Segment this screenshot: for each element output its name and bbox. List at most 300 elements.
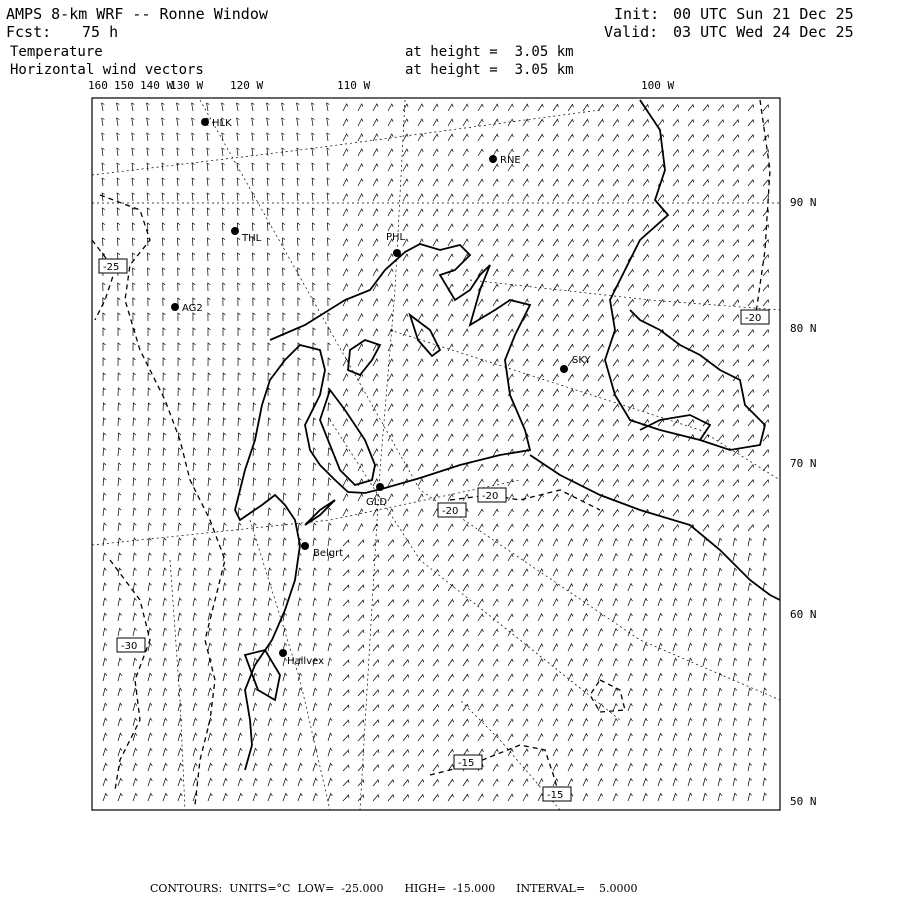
wind-vector (133, 583, 137, 591)
wind-vector (433, 254, 438, 261)
wind-vector (583, 119, 589, 126)
wind-vector (748, 210, 754, 216)
wind-vector (703, 450, 709, 456)
wind-vector (193, 598, 197, 606)
wind-vector (433, 149, 438, 156)
station-sky[interactable] (560, 355, 592, 373)
wind-vector (268, 463, 271, 471)
wind-vector (538, 239, 543, 246)
wind-vector (568, 779, 573, 786)
wind-vector (178, 478, 181, 486)
wind-vector (598, 719, 603, 726)
wind-vector (733, 270, 739, 276)
wind-vector (418, 224, 423, 231)
wind-vector (523, 734, 528, 741)
wind-vector (463, 134, 468, 141)
wind-vector (358, 164, 363, 171)
wind-vector (478, 779, 483, 786)
wind-vector (748, 553, 752, 561)
wind-vector (268, 598, 272, 606)
station-ag2[interactable] (171, 303, 203, 314)
wind-vector (343, 194, 348, 201)
wind-vector (328, 778, 332, 786)
wind-vector (628, 240, 634, 247)
wind-vector (523, 209, 528, 216)
wind-vector (763, 553, 767, 561)
wind-vector (763, 673, 767, 681)
wind-vector (658, 673, 662, 681)
wind-vector (253, 253, 256, 261)
wind-vector (478, 449, 483, 456)
wind-vector (312, 178, 315, 186)
station-gld[interactable] (366, 483, 387, 508)
wind-vector (118, 778, 122, 786)
wind-vector (568, 524, 574, 531)
wind-vector (433, 585, 439, 592)
wind-vector (493, 179, 498, 186)
wind-vector (673, 270, 679, 276)
wind-vector (763, 763, 767, 771)
wind-vector (748, 165, 754, 171)
wind-vector (237, 133, 240, 141)
wind-vector (163, 373, 166, 381)
wind-vector (373, 329, 378, 336)
wind-vector (643, 480, 649, 487)
wind-vector (553, 254, 559, 261)
wind-vector (313, 478, 316, 486)
wind-vector (133, 433, 136, 441)
wind-vector (553, 719, 558, 726)
wind-vector (298, 403, 301, 411)
wind-vector (478, 614, 483, 621)
wind-vector (583, 704, 588, 711)
wind-vector (628, 270, 634, 277)
wind-vector (658, 105, 664, 111)
wind-vector (223, 358, 226, 366)
wind-vector (343, 374, 348, 381)
wind-vector (418, 479, 423, 486)
wind-vector (238, 658, 242, 666)
wind-vector (343, 675, 349, 681)
wind-vector (358, 359, 363, 366)
wind-vector (628, 794, 633, 802)
wind-vector (268, 418, 271, 426)
wind-vector (463, 434, 468, 441)
wind-vector (283, 508, 286, 516)
wind-vector (463, 419, 468, 426)
station-hallvex[interactable] (279, 649, 324, 667)
wind-vector (508, 689, 513, 696)
wind-vector (403, 705, 409, 711)
wind-vector (133, 493, 136, 501)
wind-vector (598, 134, 604, 141)
wind-vector (223, 733, 227, 741)
wind-vector (433, 540, 439, 547)
wind-vector (763, 405, 769, 411)
wind-vector (688, 360, 694, 366)
wind-vector (658, 285, 664, 291)
wind-vector (328, 613, 332, 621)
wind-vector (508, 359, 513, 366)
wind-vector (252, 208, 255, 216)
wind-vector (643, 495, 649, 502)
wind-vector (283, 388, 286, 396)
wind-vector (313, 583, 317, 591)
wind-vector (493, 314, 498, 321)
wind-vector (598, 419, 604, 426)
wind-vector (568, 329, 574, 336)
wind-vector (583, 674, 588, 681)
wind-vector (208, 553, 211, 561)
wind-vector (538, 734, 543, 741)
wind-vector (763, 390, 769, 396)
wind-vector (148, 328, 150, 336)
wind-vector (553, 764, 558, 771)
wind-vector (313, 253, 316, 261)
wind-vector (163, 463, 166, 471)
wind-vector (478, 134, 483, 141)
wind-vector (223, 703, 227, 711)
wind-vector (643, 525, 649, 532)
wind-vector (613, 510, 619, 517)
wind-vector (343, 555, 349, 561)
wind-vector (388, 389, 393, 396)
wind-vector (508, 764, 513, 771)
wind-vector (718, 270, 724, 276)
wind-vector (313, 433, 316, 441)
wind-vector (613, 405, 619, 412)
wind-vector (688, 778, 692, 786)
wind-vector (268, 508, 271, 516)
wind-vector (328, 673, 332, 681)
wind-vector (448, 254, 453, 261)
wind-vector (553, 164, 559, 171)
wind-vector (268, 794, 272, 802)
wind-vector (523, 374, 528, 381)
station-belgrt[interactable] (301, 542, 343, 559)
wind-vector (748, 643, 752, 651)
wind-vector (523, 359, 528, 366)
wind-vector (222, 163, 225, 171)
wind-vector (433, 735, 439, 742)
wind-vector (133, 388, 136, 396)
wind-vector (403, 509, 408, 516)
wind-vector (192, 193, 195, 201)
wind-vector (312, 118, 315, 126)
wind-vector (568, 299, 574, 306)
station-thl[interactable] (231, 227, 262, 244)
wind-vector (238, 373, 241, 381)
wind-vector (358, 735, 364, 741)
wind-vector (343, 765, 349, 771)
wind-vector (463, 329, 468, 336)
wind-vector (298, 283, 301, 291)
wind-vector (403, 269, 408, 276)
wind-vector (373, 419, 378, 426)
wind-vector (388, 434, 393, 441)
wind-vector (748, 360, 754, 366)
wind-vector (358, 645, 364, 651)
wind-vector (237, 178, 240, 186)
wind-vector (568, 749, 573, 756)
wind-vector (178, 388, 181, 396)
wind-vector (418, 104, 423, 111)
wind-vector (133, 313, 135, 321)
wind-vector (178, 343, 181, 351)
wind-vector (448, 524, 453, 531)
wind-vector (508, 104, 513, 111)
wind-vector (118, 508, 121, 516)
wind-vector (403, 344, 408, 351)
lat-label-50n: 50 N (790, 795, 817, 808)
wind-vector (703, 568, 707, 576)
wind-vector (658, 643, 662, 651)
wind-vector (118, 283, 121, 291)
wind-vector (312, 148, 315, 156)
wind-vector (733, 643, 737, 651)
wind-vector (178, 778, 182, 786)
station-rne[interactable] (489, 155, 521, 166)
wind-vector (358, 254, 363, 261)
wind-vector (538, 224, 543, 231)
wind-vector (493, 434, 498, 441)
wind-vector (418, 284, 423, 291)
wind-vector (508, 509, 513, 516)
wind-vector (448, 629, 454, 636)
wind-vector (523, 614, 528, 621)
wind-vector (763, 525, 769, 531)
wind-vector (297, 133, 300, 141)
wind-vector (613, 629, 618, 636)
wind-vector (163, 553, 166, 561)
wind-vector (133, 778, 137, 786)
wind-vector (688, 405, 694, 411)
wind-vector (253, 268, 256, 276)
wind-vector (208, 298, 210, 306)
wind-vector (193, 373, 196, 381)
wind-vector (553, 629, 558, 636)
wind-vector (733, 255, 739, 261)
wind-vector (583, 554, 588, 561)
wind-vector (628, 330, 634, 337)
wind-vector (568, 464, 574, 471)
wind-vector (733, 390, 739, 396)
wind-vector (703, 210, 709, 216)
wind-vector (703, 598, 707, 606)
wind-vector (493, 359, 498, 366)
wind-vector (208, 748, 212, 756)
wind-vector (643, 315, 649, 322)
wind-vector (252, 133, 255, 141)
wind-vector (103, 343, 106, 351)
wind-vector (313, 643, 317, 651)
wind-vector (283, 778, 287, 786)
wind-vector (718, 375, 724, 381)
wind-vector (283, 794, 287, 802)
svg-text:-15: -15 (547, 790, 564, 801)
wind-vector (163, 718, 167, 726)
wind-vector (103, 583, 107, 591)
wind-vector (418, 494, 423, 501)
wind-vector (463, 389, 468, 396)
wind-vector (178, 658, 182, 666)
wind-vector (673, 300, 679, 306)
wind-vector (177, 223, 180, 231)
wind-vector (118, 658, 122, 666)
wind-vector (118, 794, 122, 802)
wind-vector (268, 628, 272, 636)
wind-vector (343, 389, 348, 396)
wind-vector (763, 778, 767, 786)
lon-label-120w: 120 W (230, 79, 264, 92)
wind-vector (433, 750, 439, 757)
wind-vector (448, 119, 453, 126)
wind-vector (748, 480, 754, 486)
wind-vector (252, 118, 255, 126)
wind-vector (703, 673, 707, 681)
wind-vector (298, 523, 301, 531)
wind-vector (703, 763, 707, 771)
station-hlk[interactable] (201, 118, 232, 129)
wind-vector (388, 675, 394, 681)
wind-vector (733, 225, 739, 231)
lon-label-160: 160 (88, 79, 108, 92)
wind-vector (463, 674, 469, 681)
contour-labels (99, 259, 769, 801)
wind-vector (478, 404, 483, 411)
wind-vector (388, 284, 393, 291)
wind-vector-field (102, 103, 769, 801)
wind-vector (163, 328, 165, 336)
wind-vector (238, 448, 241, 456)
wind-vector (673, 420, 679, 426)
wind-vector (343, 164, 348, 171)
wind-vector (613, 345, 619, 352)
wind-vector (628, 225, 634, 232)
wind-vector (313, 463, 316, 471)
wind-vector (343, 705, 349, 711)
wind-vector (313, 283, 316, 291)
wind-vector (688, 210, 694, 216)
wind-vector (763, 598, 767, 606)
svg-text:-15: -15 (458, 758, 475, 769)
wind-vector (673, 718, 677, 726)
wind-vector (163, 298, 165, 306)
wind-vector (478, 119, 483, 126)
wind-vector (193, 763, 197, 771)
wind-vector (403, 194, 408, 201)
wind-vector (358, 494, 363, 501)
wind-vector (193, 253, 196, 261)
wind-vector (223, 673, 227, 681)
wind-vector (688, 480, 694, 486)
wind-vector (388, 134, 393, 141)
wind-vector (178, 508, 181, 516)
wind-vector (583, 299, 589, 306)
wind-vector (388, 224, 393, 231)
svg-text:-25: -25 (103, 262, 120, 273)
wind-vector (568, 629, 573, 636)
wind-vector (238, 553, 241, 561)
wind-vector (733, 120, 739, 126)
wind-vector (568, 659, 573, 666)
wind-vector (253, 643, 257, 651)
wind-vector (238, 253, 241, 261)
wind-vector (538, 719, 543, 726)
wind-vector (538, 419, 543, 426)
svg-text:-20: -20 (745, 313, 762, 324)
wind-vector (343, 750, 349, 756)
wind-vector (208, 733, 212, 741)
wind-vector (463, 524, 468, 531)
wind-vector (148, 448, 151, 456)
wind-vector (133, 418, 136, 426)
wind-vector (553, 569, 558, 576)
wind-vector (222, 148, 225, 156)
wind-vector (688, 225, 694, 231)
wind-vector (613, 195, 619, 202)
wind-vector (208, 643, 212, 651)
wind-vector (283, 478, 286, 486)
wind-vector (208, 628, 212, 636)
wind-vector (268, 763, 272, 771)
wind-vector (298, 328, 300, 336)
wind-vector (403, 630, 409, 636)
wind-vector (388, 464, 393, 471)
wind-vector (538, 704, 543, 711)
wind-vector (583, 779, 588, 786)
wind-vector (538, 569, 543, 576)
wind-vector (553, 359, 559, 366)
wind-vector (418, 690, 424, 696)
wind-vector (688, 315, 694, 321)
wind-vector (598, 734, 603, 741)
wind-vector (238, 328, 240, 336)
wind-vector (223, 658, 227, 666)
wind-vector (598, 404, 604, 411)
wind-vector (403, 690, 409, 696)
wind-vector (132, 103, 135, 111)
wind-vector (358, 314, 363, 321)
wind-vector (117, 148, 120, 156)
wind-vector (403, 615, 409, 621)
wind-vector (448, 149, 453, 156)
wind-vector (508, 719, 513, 726)
wind-vector (103, 418, 106, 426)
wind-vector (568, 224, 574, 231)
svg-text:Belgrt: Belgrt (313, 548, 344, 559)
wind-vector (628, 345, 634, 352)
wind-vector (673, 538, 677, 546)
wind-vector (358, 600, 364, 606)
wind-vector (238, 583, 242, 591)
wind-vector (553, 524, 559, 531)
wind-vector (373, 404, 378, 411)
wind-vector (733, 495, 739, 501)
wind-vector (238, 688, 242, 696)
wind-vector (748, 465, 754, 471)
wind-vector (598, 509, 604, 516)
wind-vector (298, 373, 301, 381)
wind-vector (418, 780, 424, 786)
wind-vector (448, 704, 454, 711)
wind-vector (763, 345, 769, 351)
wind-vector (118, 373, 121, 381)
wind-vector (463, 614, 469, 621)
wind-vector (388, 690, 394, 696)
wind-vector (673, 150, 679, 156)
wind-vector (283, 463, 286, 471)
